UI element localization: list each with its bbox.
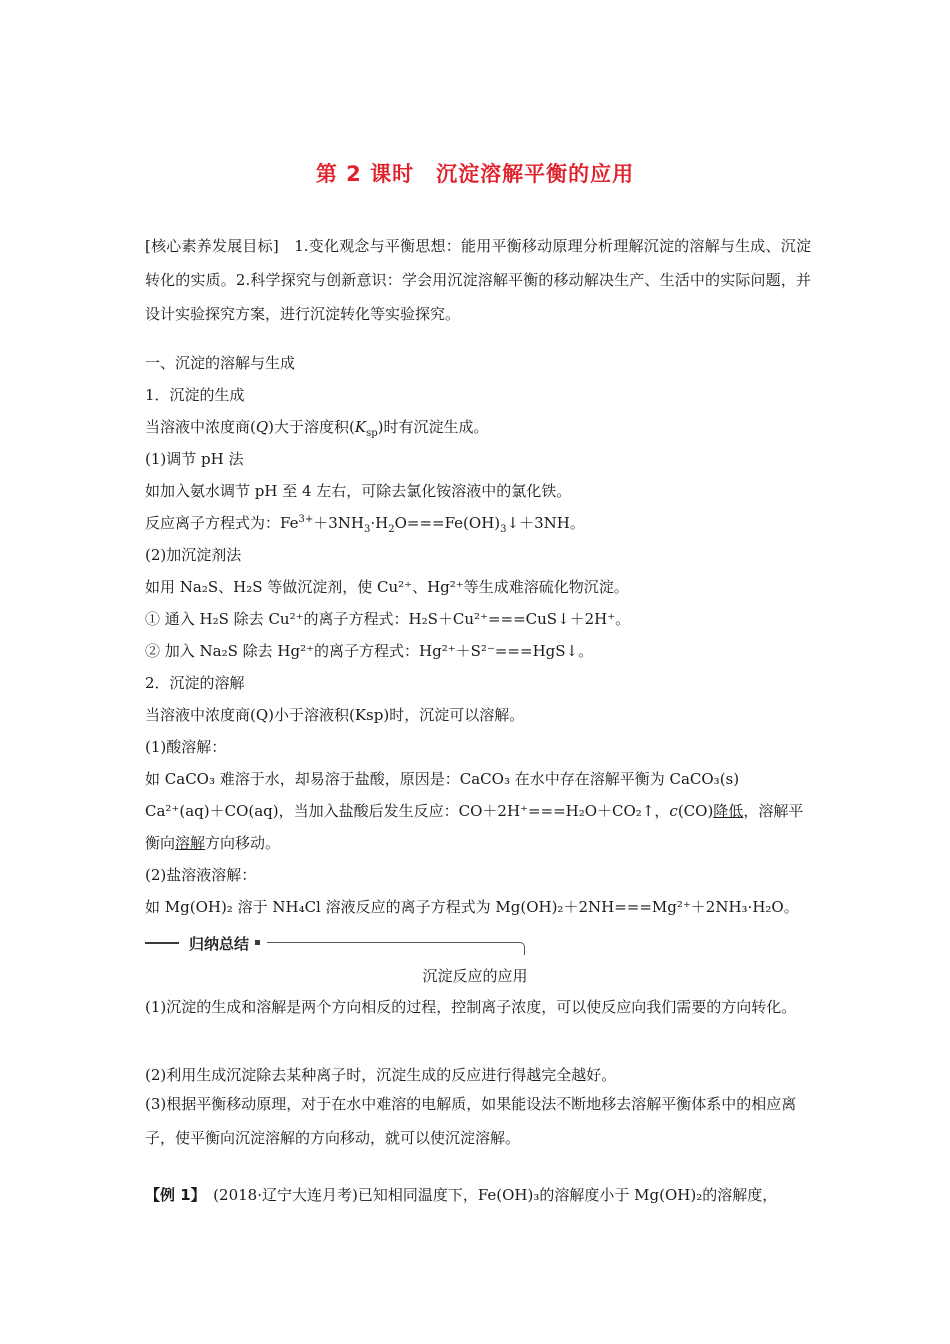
- method-ph: (1)调节 pH 法: [145, 450, 244, 468]
- method-ph-equation: 反应离子方程式为：$Fe^{3+}+3NH_3\cdot H_2O===Fe(OH)_3↓+3NH$。: [145, 514, 585, 535]
- goals-label: [核心素养发展目标]: [145, 237, 279, 255]
- dissolution-condition: 当溶液中浓度商(Q)小于溶液积(Ksp)时，沉淀可以溶解。: [145, 706, 525, 724]
- summary-rule: [267, 942, 519, 943]
- method-ph-example: 如加入氨水调节 pH 至 4 左右，可除去氯化铵溶液中的氯化铁。: [145, 482, 572, 500]
- formation-condition: 当溶液中浓度商(Q)大于溶度积$(K_{sp})$时有沉淀生成。: [145, 418, 489, 439]
- summary-item: (1)沉淀的生成和溶解是两个方向相反的过程，控制离子浓度，可以使反应向我们需要的方向转化。: [145, 998, 797, 1016]
- example-text: (2018·辽宁大连月考)已知相同温度下，Fe(OH)₃的溶解度小于 Mg(OH)₂的溶解度，: [198, 1186, 778, 1204]
- core-goals: [145, 229, 811, 331]
- summary-item: (3)根据平衡移动原理，对于在水中难溶的电解质，如果能设法不断地移去溶解平衡体系中的相应离子，使平衡向沉淀溶解的方向移动，就可以使沉淀溶解。: [145, 1095, 797, 1147]
- summary-tag: 归纳总结: [189, 935, 250, 953]
- summary-square-icon: [255, 940, 260, 945]
- page-title: 第 2 课时 沉淀溶解平衡的应用: [315, 162, 635, 186]
- salt-dissolution-equation: 如 Mg(OH)₂ 溶于 NH₄Cl 溶液反应的离子方程式为 Mg(OH)₂＋2NH===Mg²⁺＋2NH₃·H₂O。: [145, 898, 799, 916]
- acid-dissolution: (1)酸溶解：: [145, 738, 227, 756]
- equation-hg: ② 加入 Na₂S 除去 Hg²⁺的离子方程式：Hg²⁺＋S²⁻===HgS↓。: [145, 642, 594, 660]
- acid-dissolution-line3: 衡向溶解方向移动。: [145, 834, 281, 852]
- summary-hook: [519, 942, 525, 955]
- summary-dash: [145, 942, 179, 944]
- summary-header-bar: [145, 933, 525, 953]
- summary-title: 沉淀反应的应用: [422, 967, 528, 985]
- method-precipitant-example: 如用 Na₂S、H₂S 等做沉淀剂，使 Cu²⁺、Hg²⁺等生成难溶硫化物沉淀。: [145, 578, 629, 596]
- subsection-formation: 1．沉淀的生成: [145, 386, 245, 404]
- subsection-dissolution: 2．沉淀的溶解: [145, 674, 245, 692]
- acid-dissolution-line2: Ca²⁺(aq)＋CO(aq)，当加入盐酸后发生反应：CO＋2H⁺===H₂O＋CO₂↑，c(CO)降低，溶解平: [145, 802, 804, 820]
- example-label: 【例 1】: [145, 1186, 199, 1204]
- section-heading: 一、沉淀的溶解与生成: [145, 354, 296, 372]
- goals-text: 1.变化观念与平衡思想：能用平衡移动原理分析理解沉淀的溶解与生成、沉淀转化的实质。2.科学探究与创新意识：学会用沉淀溶解平衡的移动解决生产、生活中的实际问题，并设计实验探究方案，进行沉淀转化等实验探究。: [145, 237, 811, 323]
- acid-dissolution-line1: 如 CaCO₃ 难溶于水，却易溶于盐酸，原因是：CaCO₃ 在水中存在溶解平衡为 CaCO₃(s): [145, 770, 740, 788]
- equation-cu: ① 通入 H₂S 除去 Cu²⁺的离子方程式：H₂S＋Cu²⁺===CuS↓＋2H⁺。: [145, 610, 631, 628]
- example-1: [145, 1184, 777, 1205]
- salt-dissolution: (2)盐溶液溶解：: [145, 866, 257, 884]
- summary-item: (2)利用生成沉淀除去某种离子时，沉淀生成的反应进行得越完全越好。: [145, 1066, 617, 1084]
- method-precipitant: (2)加沉淀剂法: [145, 546, 242, 564]
